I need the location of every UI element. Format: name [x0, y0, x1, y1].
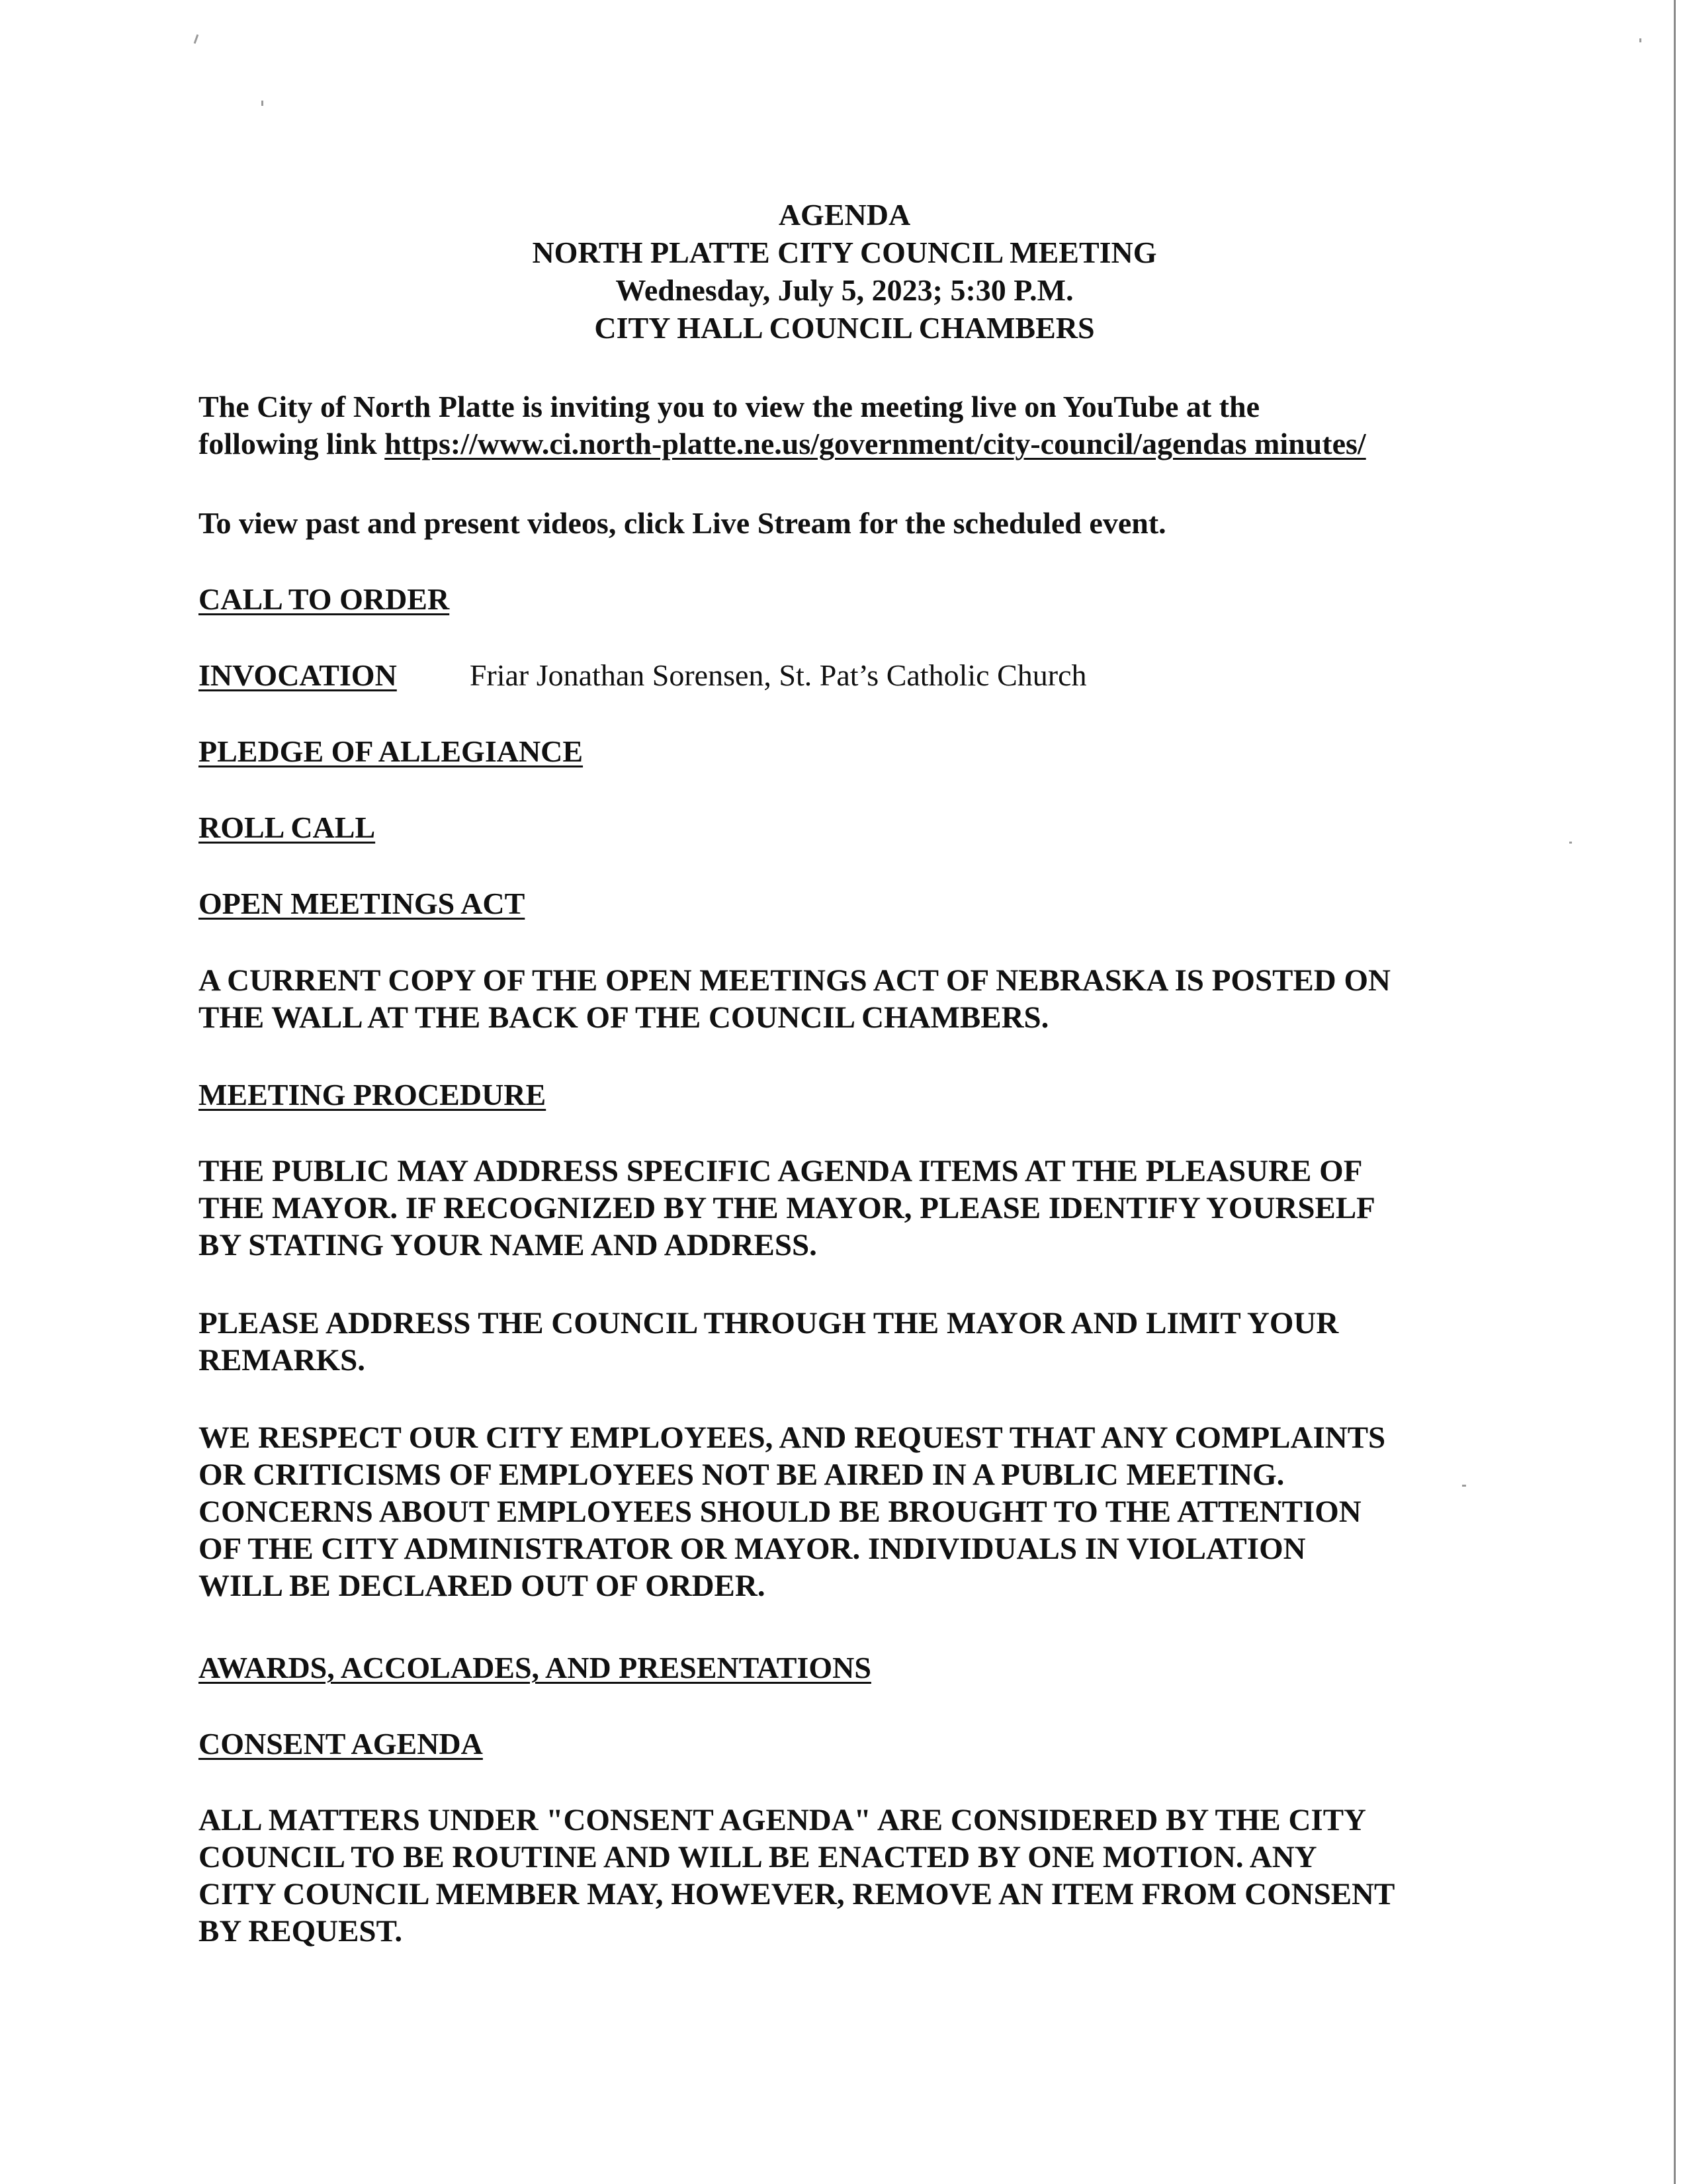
section-consent-agenda: CONSENT AGENDA — [198, 1727, 483, 1761]
invocation-detail: Friar Jonathan Sorensen, St. Pat’s Catholic Church — [469, 658, 1087, 692]
scan-speck — [1569, 842, 1572, 844]
section-pledge: PLEDGE OF ALLEGIANCE — [198, 734, 584, 768]
procedure-paragraph-3 — [198, 1419, 1385, 1604]
procedure-line: OF THE CITY ADMINISTRATOR OR MAYOR. INDIVIDUALS IN VIOLATION — [198, 1532, 1306, 1566]
consent-agenda-text — [198, 1802, 1395, 1950]
section-call-to-order: CALL TO ORDER — [198, 582, 450, 616]
consent-line: ALL MATTERS UNDER "CONSENT AGENDA" ARE CONSIDERED BY THE CITY — [198, 1803, 1367, 1837]
scan-speck — [1462, 1485, 1466, 1487]
header-council-meeting: NORTH PLATTE CITY COUNCIL MEETING — [532, 236, 1157, 269]
intro-line-1: The City of North Platte is inviting you to view the meeting live on YouTube at the — [198, 390, 1260, 423]
procedure-line: REMARKS. — [198, 1343, 365, 1377]
procedure-line: BY STATING YOUR NAME AND ADDRESS. — [198, 1228, 817, 1262]
agenda-header — [0, 196, 1689, 347]
section-awards: AWARDS, ACCOLADES, AND PRESENTATIONS — [198, 1651, 871, 1684]
procedure-paragraph-2 — [198, 1305, 1338, 1379]
intro-line-2 — [198, 425, 1366, 462]
scan-speck — [194, 34, 199, 44]
procedure-line: OR CRITICISMS OF EMPLOYEES NOT BE AIRED IN A PUBLIC MEETING. — [198, 1458, 1285, 1492]
procedure-line: THE MAYOR. IF RECOGNIZED BY THE MAYOR, PLEASE IDENTIFY YOURSELF — [198, 1191, 1375, 1225]
intro-line-2-prefix: following link — [198, 427, 385, 460]
scan-speck — [261, 101, 263, 106]
section-roll-call: ROLL CALL — [198, 810, 376, 844]
section-invocation: INVOCATION — [198, 658, 397, 692]
header-date-time: Wednesday, July 5, 2023; 5:30 P.M. — [615, 273, 1074, 307]
consent-line: COUNCIL TO BE ROUTINE AND WILL BE ENACTED BY ONE MOTION. ANY — [198, 1840, 1317, 1874]
open-meetings-line: THE WALL AT THE BACK OF THE COUNCIL CHAMBERS. — [198, 1000, 1049, 1035]
agendas-minutes-link[interactable]: https://www.ci.north-platte.ne.us/government/city-council/agendas minutes/ — [384, 427, 1366, 460]
youtube-intro — [198, 388, 1366, 462]
consent-line: BY REQUEST. — [198, 1914, 403, 1948]
consent-line: CITY COUNCIL MEMBER MAY, HOWEVER, REMOVE AN ITEM FROM CONSENT — [198, 1877, 1395, 1911]
header-location: CITY HALL COUNCIL CHAMBERS — [594, 311, 1095, 345]
procedure-line: PLEASE ADDRESS THE COUNCIL THROUGH THE MAYOR AND LIMIT YOUR — [198, 1306, 1339, 1340]
section-open-meetings: OPEN MEETINGS ACT — [198, 887, 525, 920]
procedure-line: WILL BE DECLARED OUT OF ORDER. — [198, 1569, 765, 1603]
scan-speck — [1639, 38, 1641, 42]
procedure-line: CONCERNS ABOUT EMPLOYEES SHOULD BE BROUGHT TO THE ATTENTION — [198, 1495, 1362, 1529]
procedure-line: THE PUBLIC MAY ADDRESS SPECIFIC AGENDA ITEMS AT THE PLEASURE OF — [198, 1154, 1363, 1188]
invocation-row — [198, 657, 1086, 694]
open-meetings-text — [198, 962, 1391, 1036]
header-title: AGENDA — [778, 198, 911, 232]
procedure-line: WE RESPECT OUR CITY EMPLOYEES, AND REQUEST THAT ANY COMPLAINTS — [198, 1420, 1386, 1455]
videos-note: To view past and present videos, click Live Stream for the scheduled event. — [198, 506, 1166, 540]
open-meetings-line: A CURRENT COPY OF THE OPEN MEETINGS ACT OF NEBRASKA IS POSTED ON — [198, 963, 1391, 998]
section-meeting-procedure: MEETING PROCEDURE — [198, 1078, 546, 1112]
procedure-paragraph-1 — [198, 1153, 1375, 1264]
